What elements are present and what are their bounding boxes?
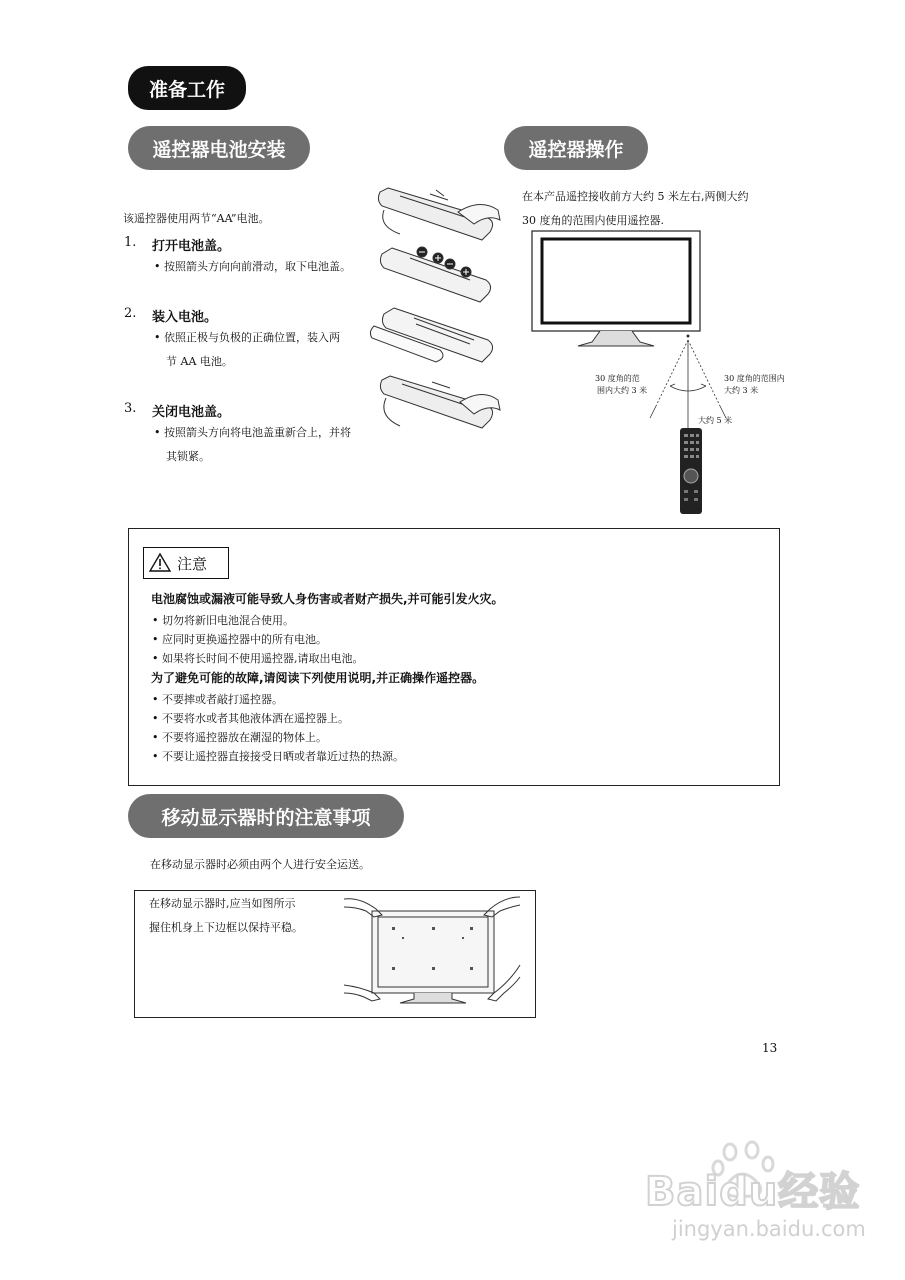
remote-op-desc-line-2: 30 度角的范围内使用遥控器. bbox=[522, 214, 664, 227]
battery-intro: 该遥控器使用两节“AA”电池。 bbox=[123, 212, 270, 225]
caution-head-1: 电池腐蚀或漏液可能导致人身伤害或者财产损失,并可能引发火灾。 bbox=[151, 592, 504, 606]
step-3-line-1: • 按照箭头方向将电池盖重新合上，并将 bbox=[154, 426, 351, 439]
step-2-line-2: 节 AA 电池。 bbox=[166, 355, 233, 368]
moving-box-line-2: 握住机身上下边框以保持平稳。 bbox=[149, 921, 303, 934]
range-label-left-1: 30 度角的范 bbox=[595, 374, 640, 383]
step-2-number: 2. bbox=[124, 306, 137, 321]
section-title: 准备工作 bbox=[128, 66, 246, 110]
warning-triangle-icon bbox=[149, 553, 171, 572]
carrying-display-illustration bbox=[342, 893, 522, 1011]
step-3-line-2: 其锁紧。 bbox=[166, 450, 210, 463]
caution-item-4: • 不要摔或者敲打遥控器。 bbox=[152, 693, 283, 706]
caution-item-2: • 应同时更换遥控器中的所有电池。 bbox=[152, 633, 327, 646]
step-3-number: 3. bbox=[124, 401, 137, 416]
caution-item-5: • 不要将水或者其他液体洒在遥控器上。 bbox=[152, 712, 349, 725]
step-1-line-1: • 按照箭头方向向前滑动，取下电池盖。 bbox=[154, 260, 351, 273]
range-label-right-2: 大约 3 米 bbox=[724, 386, 759, 395]
remote-op-desc-line-1: 在本产品遥控接收前方大约 5 米左右,两侧大约 bbox=[522, 190, 749, 203]
watermark-brand: Baidu经验 bbox=[645, 1169, 861, 1215]
caution-item-3: • 如果将长时间不使用遥控器,请取出电池。 bbox=[152, 652, 364, 665]
battery-install-title: 遥控器电池安装 bbox=[128, 126, 310, 170]
watermark-url: jingyan.baidu.com bbox=[672, 1217, 866, 1241]
caution-item-1: • 切勿将新旧电池混合使用。 bbox=[152, 614, 294, 627]
step-3-title: 关闭电池盖。 bbox=[152, 405, 231, 420]
page-number: 13 bbox=[762, 1041, 778, 1055]
caution-head-2: 为了避免可能的故障,请阅读下列使用说明,并正确操作遥控器。 bbox=[151, 671, 485, 685]
step-1-number: 1. bbox=[124, 235, 137, 250]
moving-intro: 在移动显示器时必须由两个人进行安全运送。 bbox=[150, 858, 370, 871]
step-1-title: 打开电池盖。 bbox=[152, 239, 231, 254]
caution-item-6: • 不要将遥控器放在潮湿的物体上。 bbox=[152, 731, 327, 744]
step-2-line-1: • 依照正极与负极的正确位置，装入两 bbox=[154, 331, 340, 344]
moving-box-line-1: 在移动显示器时,应当如图所示 bbox=[149, 897, 296, 910]
remote-battery-illustration bbox=[370, 176, 505, 466]
caution-title: 注意 bbox=[177, 555, 208, 573]
moving-title: 移动显示器时的注意事项 bbox=[128, 794, 404, 838]
range-label-right-1: 30 度角的范围内 bbox=[724, 374, 785, 383]
range-label-left-2: 围内大约 3 米 bbox=[597, 386, 648, 395]
step-2-title: 装入电池。 bbox=[152, 310, 218, 325]
caution-item-7: • 不要让遥控器直接接受日晒或者靠近过热的热源。 bbox=[152, 750, 404, 763]
remote-operation-title: 遥控器操作 bbox=[504, 126, 648, 170]
range-label-front: 大约 5 米 bbox=[698, 416, 733, 425]
